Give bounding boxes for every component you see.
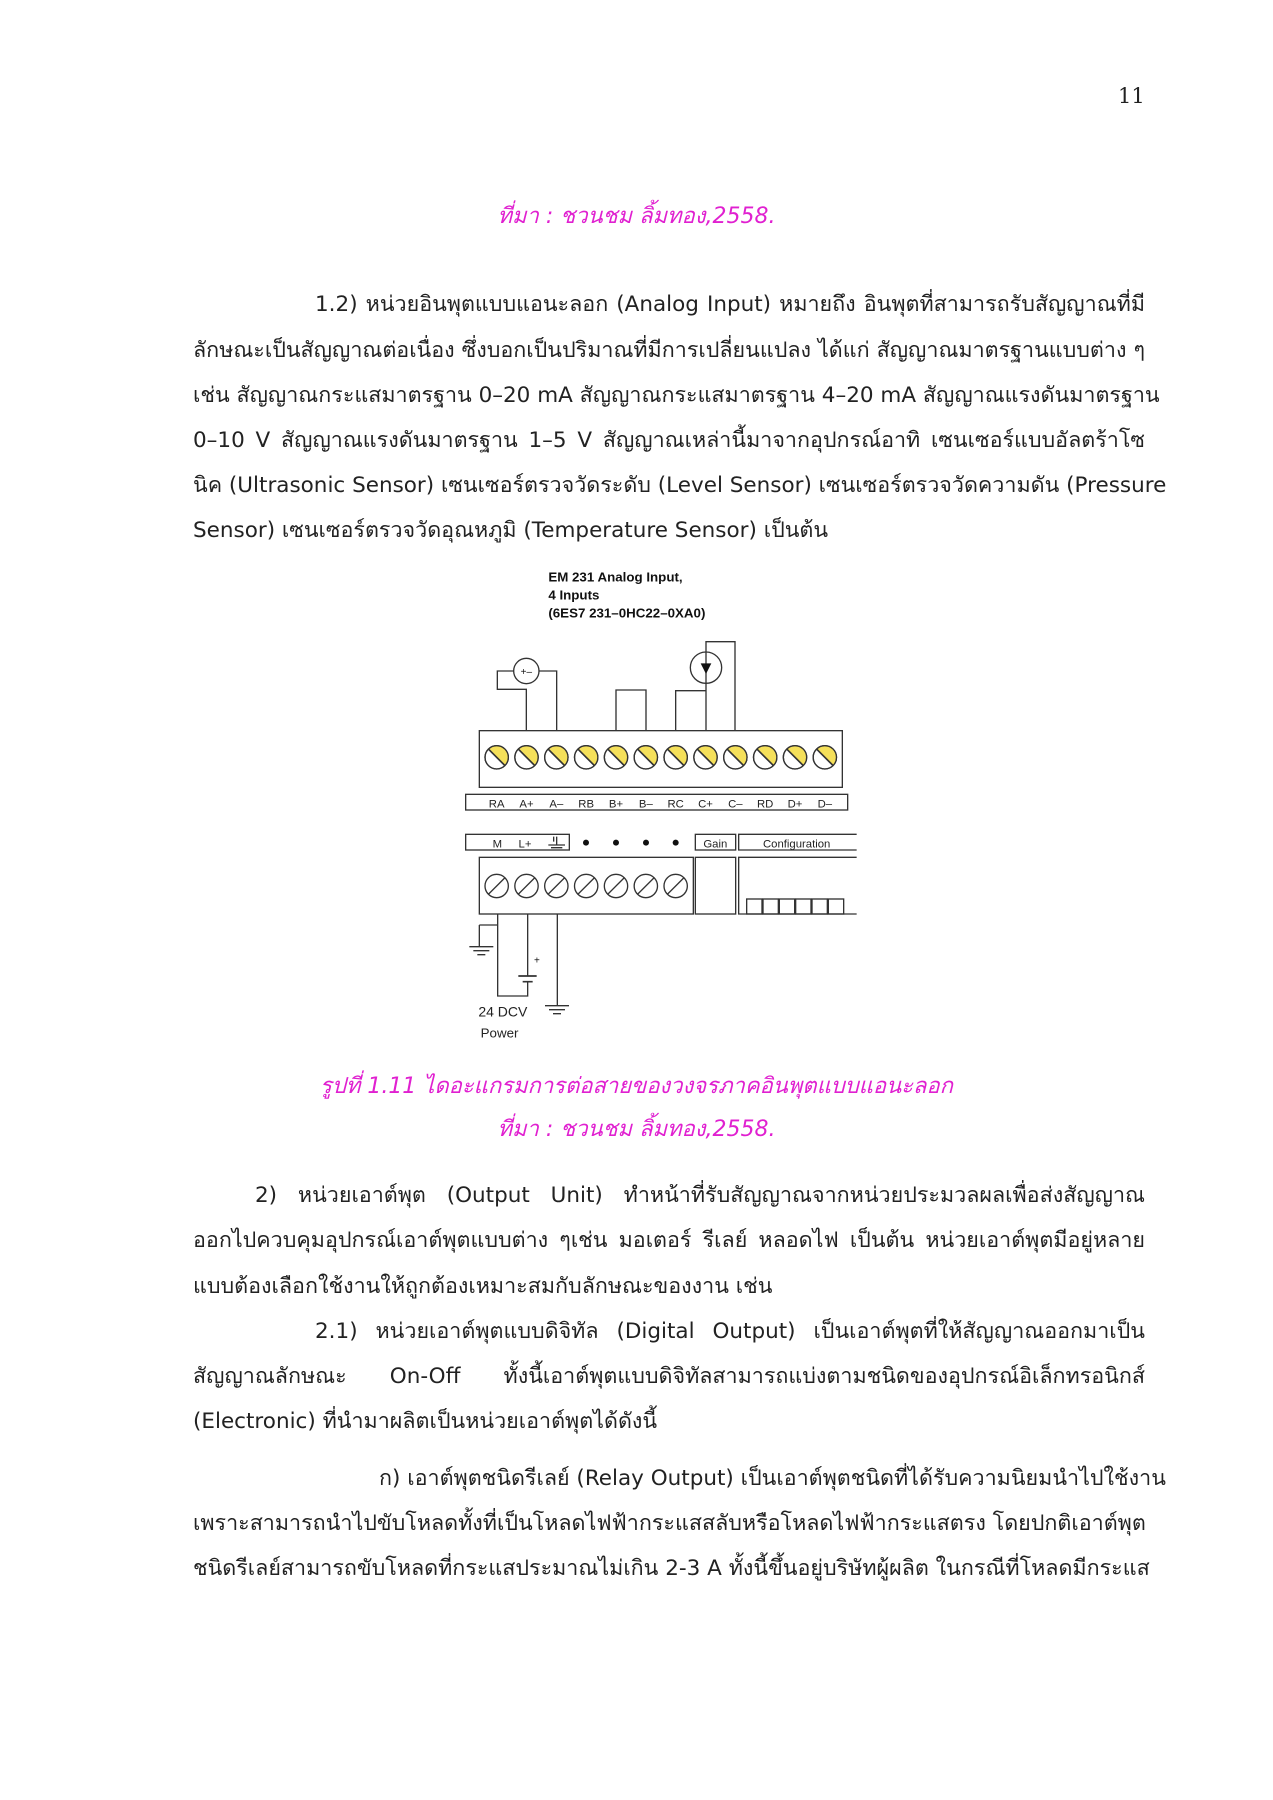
terminal-screw: [724, 746, 747, 769]
em231-wiring-diagram: [450, 560, 880, 1060]
text-line: นิค (Ultrasonic Sensor) เซนเซอร์ตรวจวัดระดับ (Level Sensor) เซนเซอร์ตรวจวัดความดัน (Pressure: [193, 473, 1167, 498]
terminal-screw: [485, 746, 508, 769]
battery-plus-label: +: [534, 955, 540, 967]
terminal-label: C+: [698, 798, 713, 811]
terminal-label: B+: [608, 798, 624, 811]
terminal-screw: [545, 746, 568, 769]
arrow-down-icon: [701, 663, 712, 674]
terminal-screw: [694, 746, 717, 769]
config-switch-area: [739, 857, 857, 914]
figure-caption: รูปที่ 1.11 ไดอะแกรมการต่อสายของวงจรภาคอินพุตแบบแอนะลอก: [320, 1074, 953, 1099]
unused-terminal-dots: [583, 840, 679, 846]
terminal-screw: [634, 874, 657, 897]
terminal-label-lplus: L+: [518, 838, 532, 851]
terminal-screw: [575, 874, 598, 897]
text-line: สัญญาณลักษณะ On-Off ทั้งนี้เอาต์พุตแบบดิจิทัลสามารถแบ่งตามชนิดของอุปกรณ์อิเล็กทรอนิกส์: [193, 1364, 1145, 1389]
terminal-screw: [604, 746, 627, 769]
wire-b-jumper: [616, 690, 646, 731]
terminal-screw: [754, 746, 777, 769]
terminal-label-m: M: [492, 838, 503, 851]
text-line: ออกไปควบคุมอุปกรณ์เอาต์พุตแบบต่าง ๆเช่น มอเตอร์ รีเลย์ หลอดไฟ เป็นต้น หน่วยเอาต์พุตมีอยู่หลาย: [193, 1228, 1145, 1253]
text-line: Sensor) เซนเซอร์ตรวจวัดอุณหภูมิ (Temperature Sensor) เป็นต้น: [193, 518, 829, 543]
terminal-label: RC: [667, 798, 684, 811]
dip-switches: [747, 899, 844, 914]
terminal-screw: [515, 746, 538, 769]
text-line: 1.2) หน่วยอินพุตแบบแอนะลอก (Analog Input) หมายถึง อินพุตที่สามารถรับสัญญาณที่มี: [315, 292, 1145, 317]
terminal-screw: [783, 746, 806, 769]
terminal-screw: [634, 746, 657, 769]
terminal-screw: [575, 746, 598, 769]
terminal-screw: [664, 874, 687, 897]
wire-voltage-source: [497, 671, 556, 731]
configuration-label: Configuration: [762, 838, 831, 851]
voltage-source-label: +–: [520, 667, 533, 678]
text-line: 0–10 V สัญญาณแรงดันมาตรฐาน 1–5 V สัญญาณเหล่านี้มาจากอุปกรณ์อาทิ เซนเซอร์แบบอัลตร้าโซ: [193, 428, 1145, 453]
text-line: 2.1) หน่วยเอาต์พุตแบบดิจิทัล (Digital Output) เป็นเอาต์พุตที่ให้สัญญาณออกมาเป็น: [315, 1319, 1145, 1344]
terminal-label: C–: [728, 798, 743, 811]
ground-icon: [548, 837, 565, 848]
diagram-title-line: EM 231 Analog Input,: [548, 569, 683, 585]
power-label: Power: [480, 1025, 519, 1041]
terminal-screw: [515, 874, 538, 897]
terminal-label: D+: [787, 798, 803, 811]
text-line: ชนิดรีเลย์สามารถขับโหลดที่กระแสประมาณไม่เกิน 2-3 A ทั้งนี้ขึ้นอยู่บริษัทผู้ผลิต ในกรณีที่โหลดมีกระแส: [193, 1556, 1150, 1581]
terminal-screw: [813, 746, 836, 769]
page-number: 11: [1118, 84, 1145, 108]
text-line: (Electronic) ที่นำมาผลิตเป็นหน่วยเอาต์พุตได้ดังนี้: [193, 1409, 658, 1434]
ground-icon: [469, 947, 493, 955]
power-label: 24 DCV: [478, 1003, 528, 1020]
wire-current-source: [676, 642, 735, 731]
wire-power: [479, 914, 557, 1005]
ground-icon: [545, 1006, 569, 1014]
gain-potentiometer: [695, 857, 735, 914]
terminal-screw: [485, 874, 508, 897]
text-line: 2) หน่วยเอาต์พุต (Output Unit) ทำหน้าที่รับสัญญาณจากหน่วยประมวลผลเพื่อส่งสัญญาณ: [255, 1183, 1145, 1208]
terminal-label: A–: [549, 798, 564, 811]
text-line: เพราะสามารถนำไปขับโหลดทั้งที่เป็นโหลดไฟฟ้ากระแสสลับหรือโหลดไฟฟ้ากระแสตรง โดยปกติเอาต์พุต: [193, 1511, 1146, 1536]
figure-source: ที่มา : ชวนชม ลิ้มทอง,2558.: [497, 1117, 776, 1142]
terminal-label: B–: [638, 798, 653, 811]
battery-icon: [518, 976, 536, 982]
terminal-screw: [545, 874, 568, 897]
terminal-label: RA: [488, 798, 505, 811]
diagram-title-line: (6ES7 231–0HC22–0XA0): [548, 605, 706, 621]
text-line: ลักษณะเป็นสัญญาณต่อเนื่อง ซึ่งบอกเป็นปริมาณที่มีการเปลี่ยนแปลง ได้แก่ สัญญาณมาตรฐานแบบต่าง ๆ: [193, 338, 1145, 363]
diagram-title-line: 4 Inputs: [548, 587, 600, 603]
text-line: แบบต้องเลือกใช้งานให้ถูกต้องเหมาะสมกับลักษณะของงาน เช่น: [193, 1274, 773, 1299]
terminal-label: A+: [519, 798, 534, 811]
terminal-label: RB: [578, 798, 595, 811]
terminal-screw: [664, 746, 687, 769]
terminal-screw: [604, 874, 627, 897]
source-citation: ที่มา : ชวนชม ลิ้มทอง,2558.: [497, 204, 776, 229]
text-line: ก) เอาต์พุตชนิดรีเลย์ (Relay Output) เป็นเอาต์พุตชนิดที่ได้รับความนิยมนำไปใช้งาน: [379, 1466, 1166, 1491]
terminal-label: D–: [817, 798, 833, 811]
gain-label: Gain: [703, 838, 728, 851]
text-line: เช่น สัญญาณกระแสมาตรฐาน 0–20 mA สัญญาณกระแสมาตรฐาน 4–20 mA สัญญาณแรงดันมาตรฐาน: [193, 383, 1160, 408]
terminal-label: RD: [756, 798, 774, 811]
